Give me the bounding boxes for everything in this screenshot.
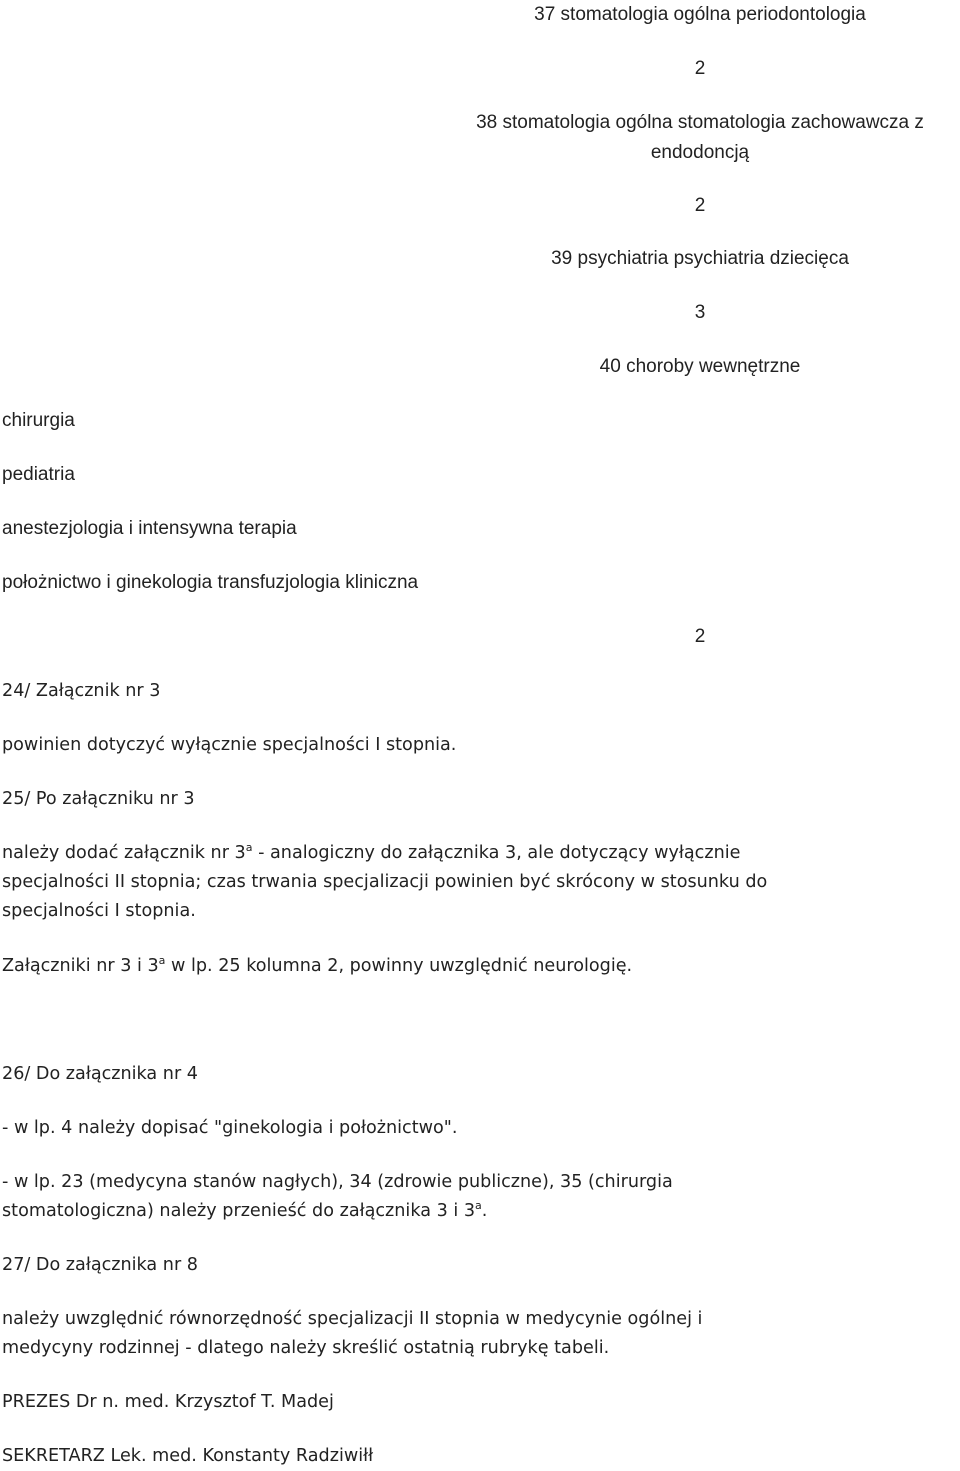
row-37-label: 37 stomatologia ogólna periodontologia [534,4,866,25]
section-24-heading: 24/ Załącznik nr 3 [2,681,161,701]
section-25-paragraph-2: Załączniki nr 3 i 3$^a$ w lp. 25 kolumna 2, powinny uwzględnić neurologię. [2,954,633,976]
section-25-paragraph-line1: należy dodać załącznik nr 3$^a$ - analogiczny do załącznika 3, ale dotyczący wyłącznie [2,841,741,863]
row-40-label: 40 choroby wewnętrzne [599,356,801,377]
section-25-paragraph-line3: specjalności I stopnia. [2,901,196,921]
row-39-label: 39 psychiatria psychiatria dziecięca [551,248,849,269]
section-25-heading: 25/ Po załączniku nr 3 [2,789,195,809]
section-27-line2: medycyny rodzinnej - dlatego należy skreślić ostatnią rubrykę tabeli. [2,1338,610,1358]
section-27-heading: 27/ Do załącznika nr 8 [2,1255,198,1275]
row-38-value: 2 [694,195,706,216]
row-38-label-line2: endodoncją [650,142,750,163]
superscript-a: a [475,1199,482,1212]
section-24-text: powinien dotyczyć wyłącznie specjalności I stopnia. [2,735,457,755]
section-26-item-1: - w lp. 4 należy dopisać "ginekologia i położnictwo". [2,1118,458,1138]
specialty-item: położnictwo i ginekologia transfuzjologia kliniczna [2,572,419,593]
section-26-item-2-line2: stomatologiczna) należy przenieść do załącznika 3 i 3$^a$. [2,1199,488,1221]
specialty-item: chirurgia [2,410,75,431]
row-38-label-line1: 38 stomatologia ogólna stomatologia zachowawcza z [476,112,924,133]
specialty-item: anestezjologia i intensywna terapia [2,518,297,539]
president-signature: PREZES Dr n. med. Krzysztof T. Madej [2,1392,334,1412]
row-39-value: 3 [694,302,706,323]
section-25-paragraph-line2: specjalności II stopnia; czas trwania specjalizacji powinien być skrócony w stosunku do [2,872,768,892]
superscript-a: a [158,954,166,967]
superscript-a: a [245,841,253,854]
specialty-item: pediatria [2,464,75,485]
section-26-item-2-line1: - w lp. 23 (medycyna stanów nagłych), 34 (zdrowie publiczne), 35 (chirurgia [2,1172,673,1192]
specialties-value: 2 [694,626,706,647]
section-26-heading: 26/ Do załącznika nr 4 [2,1064,198,1084]
secretary-signature: SEKRETARZ Lek. med. Konstanty Radziwiłł [2,1446,374,1466]
section-27-line1: należy uwzględnić równorzędność specjalizacji II stopnia w medycynie ogólnej i [2,1309,703,1329]
row-37-value: 2 [694,58,706,79]
